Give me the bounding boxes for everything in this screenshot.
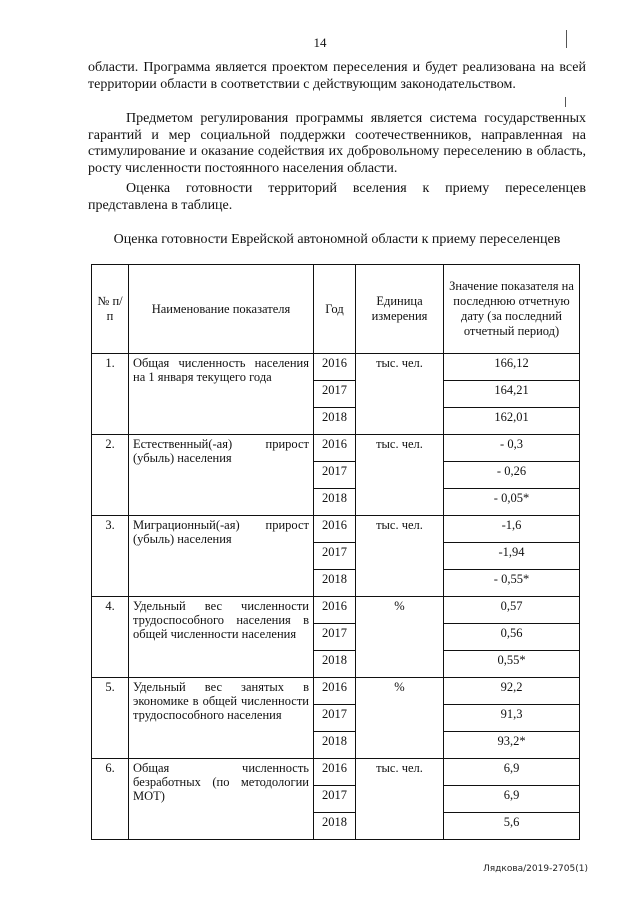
table-row (92, 516, 580, 543)
year-cell: 2018 (314, 651, 356, 678)
indicator-name: Общая численность населения на 1 января текущего года (129, 354, 314, 435)
indicator-name: Общая численность безработных (по методологии МОТ) (129, 759, 314, 840)
value-cell: -1,94 (444, 543, 580, 570)
year-cell: 2017 (314, 543, 356, 570)
indicator-name: Миграционный(-ая) прирост (убыль) населения (129, 516, 314, 597)
value-cell: -1,6 (444, 516, 580, 543)
paragraph-3: Оценка готовности территорий вселения к приему переселенцев представлена в таблице. (88, 181, 586, 213)
readiness-table (91, 264, 580, 840)
indicator-name: Удельный вес численности трудоспособного населения в общей численности населения (129, 597, 314, 678)
header-unit: Единица измерения (356, 265, 444, 354)
value-cell: 91,3 (444, 705, 580, 732)
indicator-name: Удельный вес занятых в экономике в общей численности трудоспособного населения (129, 678, 314, 759)
table-row (92, 759, 580, 786)
value-cell: - 0,3 (444, 435, 580, 462)
paragraph-2: Предметом регулирования программы является система государственных гарантий и мер социальной поддержки соотечественников, направленная на стимулирование и оказание содействия их добровольному переселению в область, росту численности постоянного населения области. (88, 111, 586, 176)
year-cell: 2017 (314, 705, 356, 732)
value-cell: 5,6 (444, 813, 580, 840)
unit-cell: тыс. чел. (356, 516, 444, 597)
unit-cell: % (356, 678, 444, 759)
year-cell: 2016 (314, 597, 356, 624)
value-cell: 93,2* (444, 732, 580, 759)
year-cell: 2018 (314, 408, 356, 435)
header-value: Значение показателя на последнюю отчетную дату (за последний отчетный период) (444, 265, 580, 354)
paragraph-1: области. Программа является проектом переселения и будет реализована на всей территории области в соответствии с действующим законодательством. (88, 60, 586, 92)
indicator-name: Естественный(-ая) прирост (убыль) населения (129, 435, 314, 516)
value-cell: - 0,05* (444, 489, 580, 516)
unit-cell: тыс. чел. (356, 759, 444, 840)
year-cell: 2017 (314, 786, 356, 813)
header-name: Наименование показателя (129, 265, 314, 354)
year-cell: 2018 (314, 813, 356, 840)
year-cell: 2016 (314, 678, 356, 705)
value-cell: 0,57 (444, 597, 580, 624)
row-number: 6. (92, 759, 129, 840)
scan-mark (566, 30, 567, 48)
page-number: 14 (313, 35, 327, 50)
year-cell: 2016 (314, 759, 356, 786)
scan-mark (565, 97, 566, 107)
value-cell: 162,01 (444, 408, 580, 435)
year-cell: 2017 (314, 381, 356, 408)
table-row (92, 435, 580, 462)
value-cell: - 0,55* (444, 570, 580, 597)
footer-code: Лядкова/2019-2705(1) (482, 864, 588, 874)
value-cell: 6,9 (444, 786, 580, 813)
year-cell: 2018 (314, 570, 356, 597)
value-cell: 166,12 (444, 354, 580, 381)
value-cell: 92,2 (444, 678, 580, 705)
unit-cell: % (356, 597, 444, 678)
year-cell: 2016 (314, 435, 356, 462)
row-number: 4. (92, 597, 129, 678)
table-row (92, 678, 580, 705)
year-cell: 2016 (314, 516, 356, 543)
value-cell: 6,9 (444, 759, 580, 786)
table-row (92, 597, 580, 624)
value-cell: 164,21 (444, 381, 580, 408)
table-caption: Оценка готовности Еврейской автономной области к приему переселенцев (113, 232, 561, 247)
year-cell: 2018 (314, 732, 356, 759)
unit-cell: тыс. чел. (356, 435, 444, 516)
row-number: 5. (92, 678, 129, 759)
value-cell: 0,55* (444, 651, 580, 678)
table-row (92, 354, 580, 381)
year-cell: 2016 (314, 354, 356, 381)
row-number: 1. (92, 354, 129, 435)
header-no: № п/п (92, 265, 129, 354)
header-year: Год (314, 265, 356, 354)
value-cell: 0,56 (444, 624, 580, 651)
year-cell: 2018 (314, 489, 356, 516)
row-number: 2. (92, 435, 129, 516)
value-cell: - 0,26 (444, 462, 580, 489)
row-number: 3. (92, 516, 129, 597)
table-header-row (92, 265, 580, 354)
unit-cell: тыс. чел. (356, 354, 444, 435)
year-cell: 2017 (314, 462, 356, 489)
year-cell: 2017 (314, 624, 356, 651)
